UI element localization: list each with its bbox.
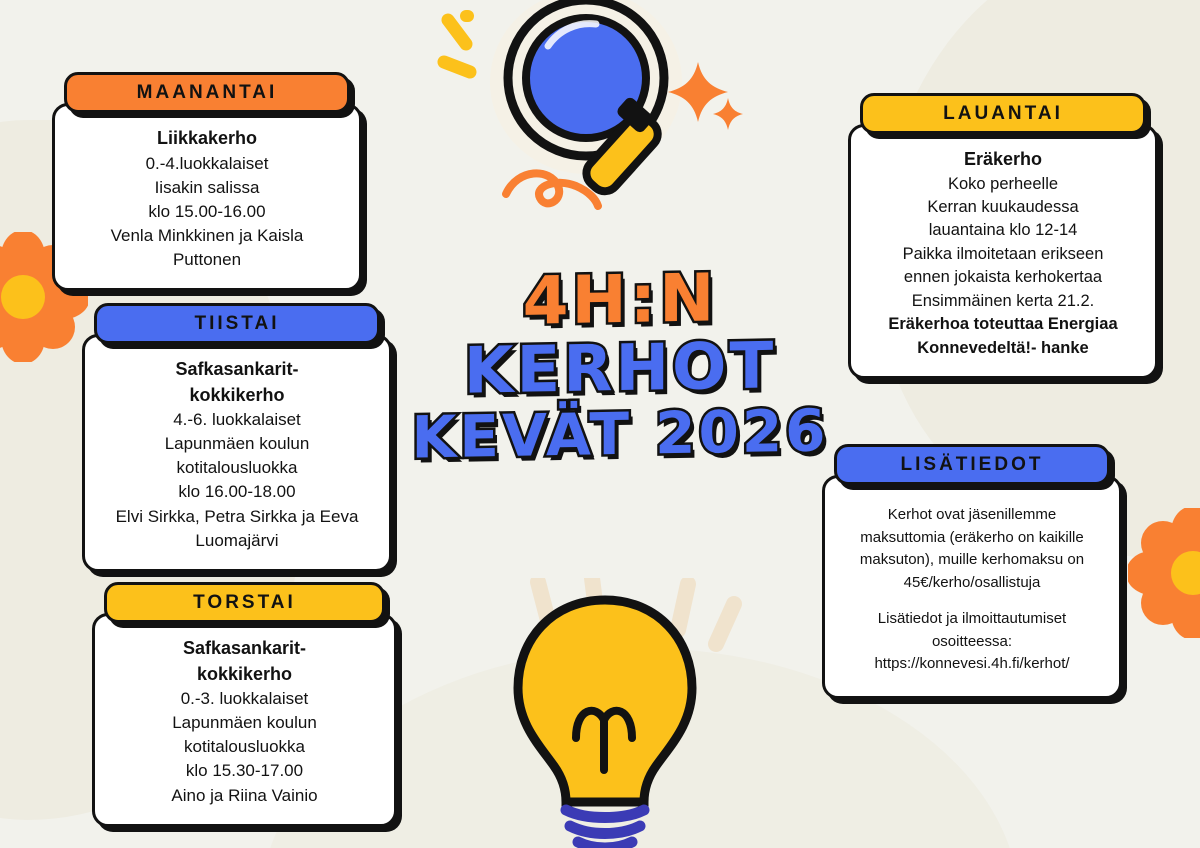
card-header-info: LISÄTIEDOT [834, 444, 1110, 485]
club-detail-line: kotitalousluokka [176, 458, 298, 478]
card-header-tuesday: TIISTAI [94, 303, 380, 344]
info-line: maksuttomia (eräkerho on kaikille [860, 528, 1084, 546]
poster-title [400, 259, 840, 472]
club-detail-line: 0.-3. luokkalaiset [180, 689, 309, 709]
lightbulb-icon [500, 588, 710, 848]
club-note-line: Konnevedeltä!- hanke [917, 338, 1089, 357]
club-detail-line: klo 16.00-18.00 [178, 482, 296, 502]
club-title-monday: Liikkakerho [156, 128, 258, 148]
club-detail-line: klo 15.30-17.00 [185, 761, 304, 781]
card-header-thursday: TORSTAI [104, 582, 385, 623]
club-title-tuesday: Safkasankarit- [175, 359, 299, 379]
club-card-thursday [92, 582, 397, 827]
info-card [822, 444, 1122, 699]
card-header-saturday: LAUANTAI [860, 93, 1146, 134]
card-body-thursday [92, 613, 397, 827]
club-note-line: Eräkerhoa toteuttaa Energiaa [888, 315, 1118, 334]
club-detail-line: Ensimmäinen kerta 21.2. [911, 291, 1095, 310]
squiggle-icon [498, 160, 608, 225]
club-detail-line: Elvi Sirkka, Petra Sirkka ja Eeva [115, 506, 359, 526]
title-line-3: KEVÄT 2026 [411, 396, 829, 472]
club-title-tuesday-2: kokkikerho [189, 384, 285, 405]
info-spacer [843, 594, 1101, 608]
card-body-info [822, 475, 1122, 699]
club-detail-line: Puttonen [172, 250, 242, 270]
title-line-1: 4H:N [522, 259, 718, 340]
club-detail-line: Iisakin salissa [154, 177, 260, 197]
info-line: Kerhot ovat jäsenillemme [887, 506, 1057, 523]
club-detail-line: Koko perheelle [947, 174, 1059, 193]
card-header-monday: MAANANTAI [64, 72, 350, 113]
club-title-thursday: Safkasankarit- [182, 638, 307, 658]
card-body-saturday [848, 124, 1158, 379]
info-url[interactable]: https://konnevesi.4h.fi/kerhot/ [874, 655, 1070, 672]
club-detail-line: Kerran kuukaudessa [927, 197, 1079, 216]
flower-icon-right [1128, 508, 1200, 643]
info-line: maksuton), muille kerhomaksu on [859, 551, 1085, 568]
info-line: osoitteessa: [931, 632, 1013, 650]
club-detail-line: Aino ja Riina Vainio [171, 785, 318, 805]
club-title-thursday-2: kokkikerho [196, 663, 293, 684]
club-detail-line: Lapunmäen koulun [172, 713, 317, 733]
club-detail-line: Venla Minkkinen ja Kaisla [110, 225, 304, 245]
card-body-monday [52, 103, 362, 291]
club-detail-line: ennen jokaista kerhokertaa [903, 268, 1103, 287]
club-detail-line: Luomajärvi [195, 530, 279, 550]
club-card-saturday [848, 93, 1158, 379]
sparkle-icon-yellow [436, 10, 496, 105]
club-detail-line: kotitalousluokka [184, 737, 305, 757]
sparkle-icon-orange [666, 58, 746, 143]
info-line: Lisätiedot ja ilmoittautumiset [877, 610, 1067, 627]
club-detail-line: lauantaina klo 12-14 [928, 221, 1078, 240]
club-detail-line: klo 15.00-16.00 [148, 201, 266, 221]
club-detail-line: Lapunmäen koulun [164, 434, 310, 454]
title-line-2: KERHOT [463, 329, 777, 410]
club-detail-line: Paikka ilmoitetaan erikseen [902, 244, 1104, 263]
club-detail-line: 4.-6. luokkalaiset [173, 410, 301, 430]
club-card-tuesday [82, 303, 392, 572]
club-title-saturday: Eräkerho [963, 149, 1043, 169]
club-detail-line: 0.-4.luokkalaiset [145, 153, 269, 173]
card-body-tuesday [82, 334, 392, 572]
club-card-monday [52, 72, 362, 291]
info-line: 45€/kerho/osallistuja [903, 573, 1041, 591]
